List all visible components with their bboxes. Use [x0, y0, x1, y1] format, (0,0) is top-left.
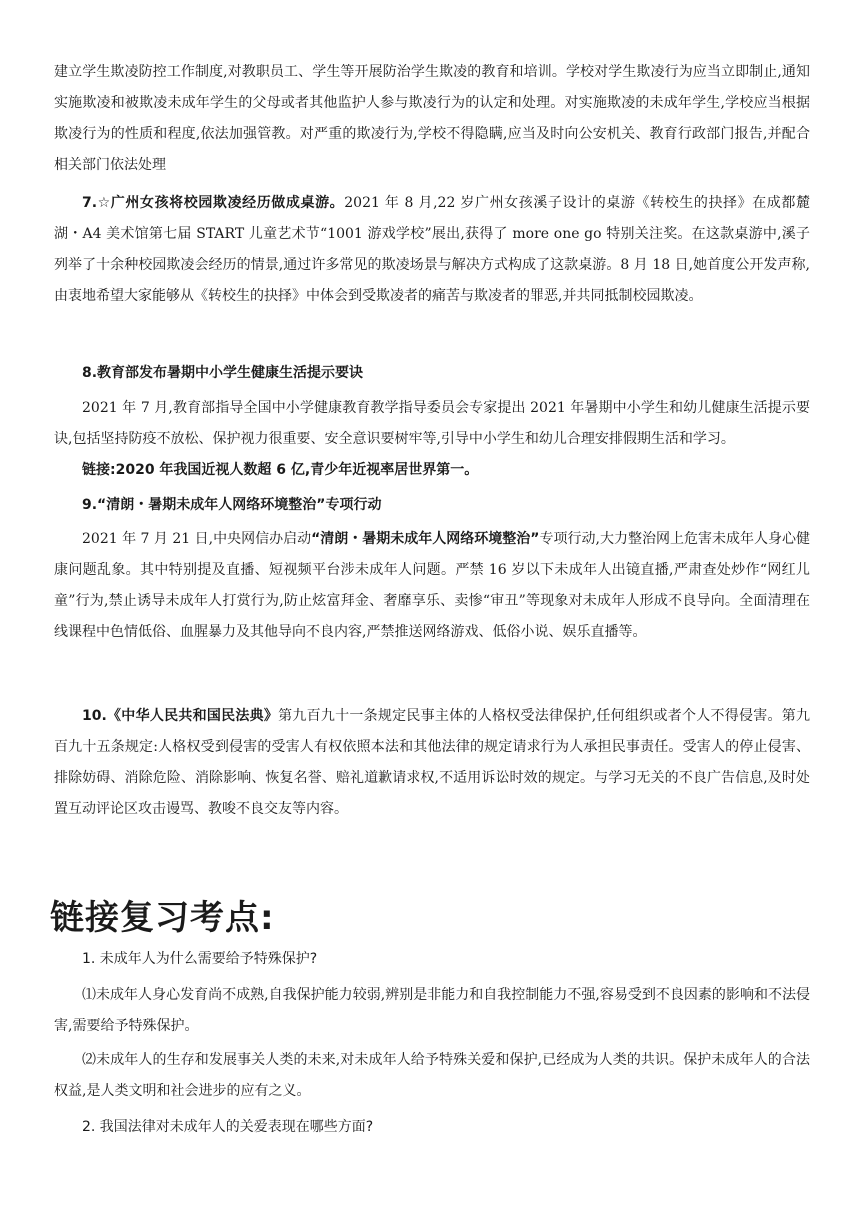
item-8-body: 2021 年 7 月,教育部指导全国中小学健康教育教学指导委员会专家提出 2021 年暑期中小学生和幼儿健康生活提示要诀,包括坚持防疫不放松、保护视力很重要、安全意识要树牢等,引导中小学生和幼儿合理安排假期生活和学习。 [54, 400, 810, 447]
item-9-paragraph [54, 524, 810, 648]
item-9-title: 9.“清朗・暑期未成年人网络环境整治”专项行动 [82, 497, 382, 513]
item-7-body: 2021 年 8 月,22 岁广州女孩溪子设计的桌游《转校生的抉择》在成都麓湖・A4 美术馆第七届 START 儿童艺术节“1001 游戏学校”展出,获得了 more one go 特别关注奖。在这款桌游中,溪子列举了十余种校园欺凌会经历的情景,通过许多常见的欺凌场景与解决方式构成了这款桌游。8 月 18 日,她首度公开发声称,由衷地希望大家能够从《转校生的抉择》中体会到受欺凌者的痛苦与欺凌者的罪恶,并共同抵制校园欺凌。 [54, 195, 810, 304]
item-7-paragraph [54, 188, 810, 312]
item-10-title: 10.《中华人民共和国民法典》 [82, 708, 279, 724]
item-8-title: 8.教育部发布暑期中小学生健康生活提示要诀 [82, 365, 364, 381]
item-7-title: 7.☆广州女孩将校园欺凌经历做成桌游。 [82, 195, 345, 211]
item-9-body-pre: 2021 年 7 月 21 日,中央网信办启动 [82, 531, 312, 547]
answer-1-point-1: ⑴未成年人身心发育尚不成熟,自我保护能力较弱,辨别是非能力和自我控制能力不强,容易受到不良因素的影响和不法侵害,需要给予特殊保护。 [54, 987, 810, 1034]
item-10-body: 第九百九十一条规定民事主体的人格权受法律保护,任何组织或者个人不得侵害。第九百九十五条规定:人格权受到侵害的受害人有权依照本法和其他法律的规定请求行为人承担民事责任。受害人的停止侵害、排除妨碍、消除危险、消除影响、恢复名誉、赔礼道歉请求权,不适用诉讼时效的规定。与学习无关的不良广告信息,及时处置互动评论区攻击谩骂、教唆不良交友等内容。 [54, 708, 810, 817]
review-heading: 链接复习考点: [50, 898, 275, 938]
item-9-body-bold: “清朗・暑期未成年人网络环境整治” [311, 531, 540, 547]
item-8-link: 链接:2020 年我国近视人数超 6 亿,青少年近视率居世界第一。 [82, 462, 479, 478]
question-2: 2. 我国法律对未成年人的关爱表现在哪些方面? [82, 1119, 374, 1135]
question-1: 1. 未成年人为什么需要给予特殊保护? [82, 951, 318, 967]
item-9-body-post: 专项行动,大力整治网上危害未成年人身心健康问题乱象。其中特别提及直播、短视频平台涉未成年人问题。严禁 16 岁以下未成年人出镜直播,严肃查处炒作“网红儿童”行为,禁止诱导未成年人打赏行为,防止炫富拜金、奢靡享乐、卖惨“审丑”等现象对未成年人形成不良导向。全面清理在线课程中色情低俗、血腥暴力及其他导向不良内容,严禁推送网络游戏、低俗小说、娱乐直播等。 [54, 531, 810, 640]
answer-1-point-2: ⑵未成年人的生存和发展事关人类的未来,对未成年人给予特殊关爱和保护,已经成为人类的共识。保护未成年人的合法权益,是人类文明和社会进步的应有之义。 [54, 1052, 810, 1099]
item-10-paragraph [54, 701, 810, 825]
intro-paragraph: 建立学生欺凌防控工作制度,对教职员工、学生等开展防治学生欺凌的教育和培训。学校对学生欺凌行为应当立即制止,通知实施欺凌和被欺凌未成年学生的父母或者其他监护人参与欺凌行为的认定和处理。对实施欺凌的未成年学生,学校应当根据欺凌行为的性质和程度,依法加强管教。对严重的欺凌行为,学校不得隐瞒,应当及时向公安机关、教育行政部门报告,并配合相关部门依法处理 [54, 64, 810, 173]
